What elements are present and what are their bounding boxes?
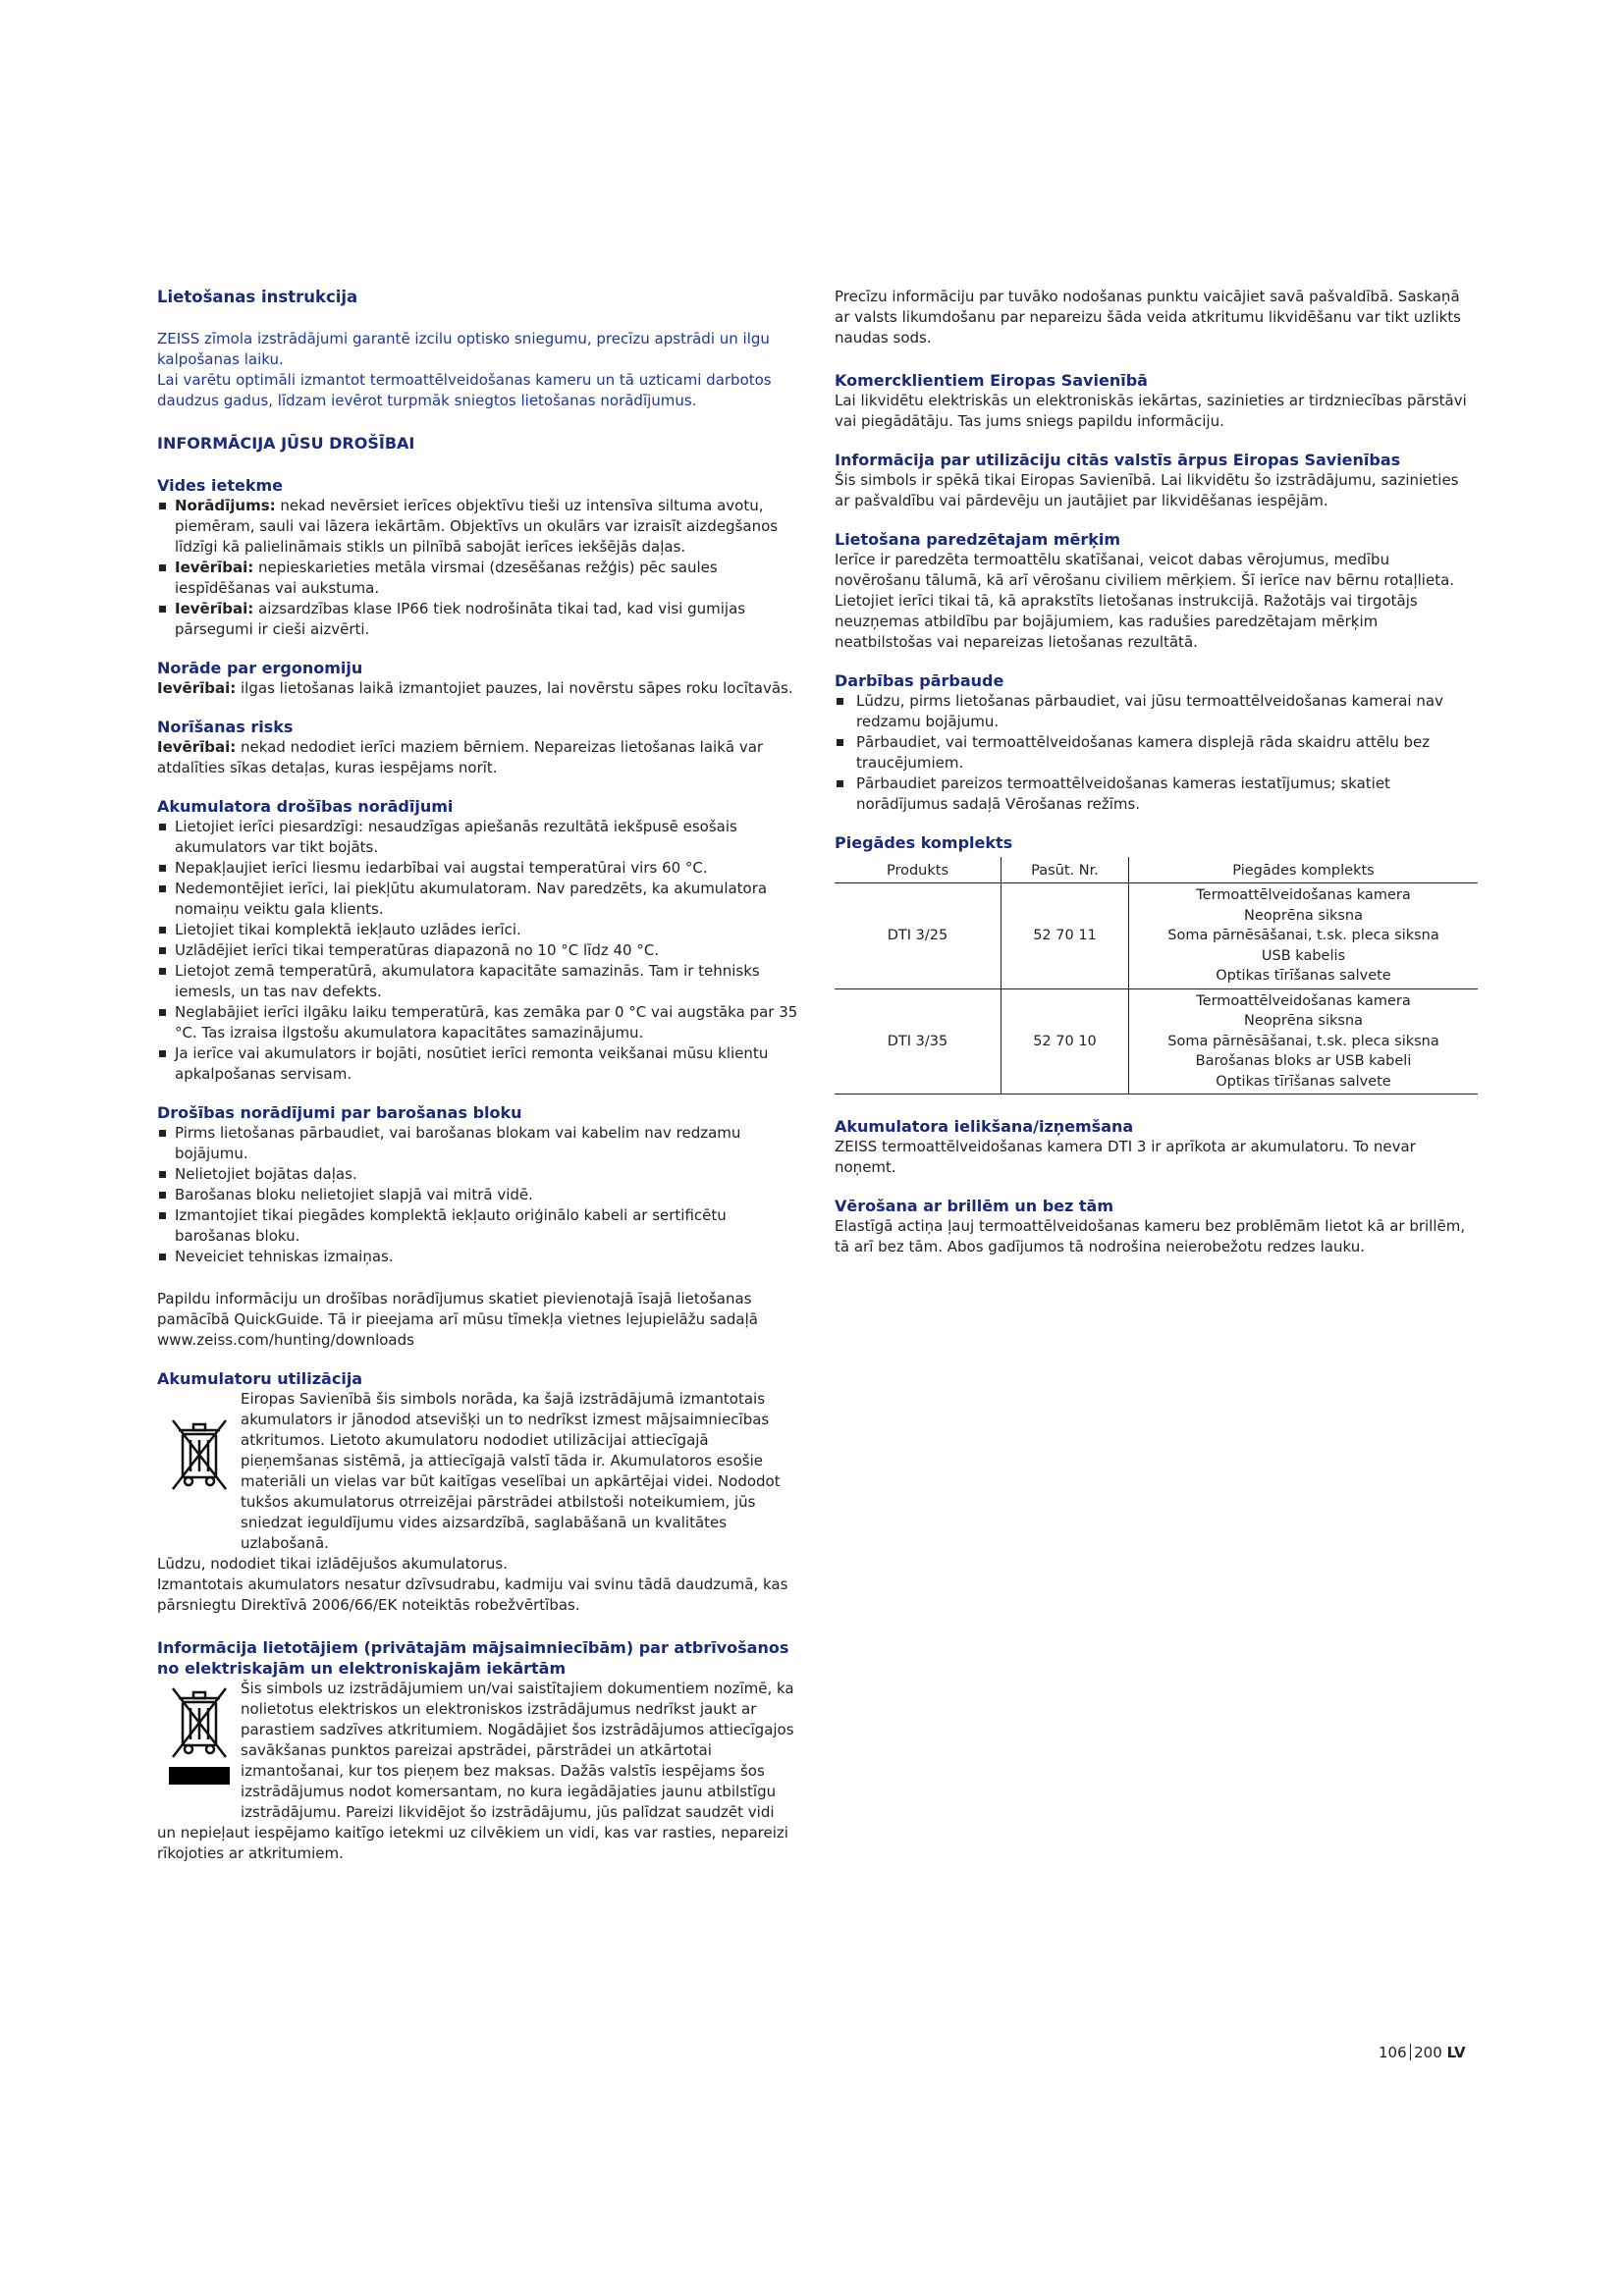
intro-paragraph-1: ZEISS zīmola izstrādājumi garantē izcilu optisko sniegumu, precīzu apstrādi un ilgu kalpošanas laiku. [157, 330, 770, 368]
order-number-cell: 52 70 10 [1001, 988, 1129, 1095]
section-heading: Vērošana ar brillēm un bez tām [835, 1197, 1113, 1215]
section-weee [157, 1637, 800, 1864]
section-outside-eu [835, 450, 1478, 511]
list-item: Nedemontējiet ierīci, lai piekļūtu akumulatoram. Nav paredzēts, ka akumulatora nomaiņu veiktu gala klients. [157, 879, 800, 920]
disposal-text: Eiropas Savienībā šis simbols norāda, ka šajā izstrādājumā izmantotais akumulators ir jānodod atsevišķi un to nedrīkst izmest mājsaimniecības atkritumos. Lietoto akumulatoru nododiet utilizācijai attiecīgajā pieņemšanas sistēmā, ja attiecīgajā valstī tāda ir. Akumulatoros esošie materiāli un vielas var būt kaitīgas veselībai un apkārtējai videi. Nododot tukšos akumulatorus otrreizējai pārstrādei atbilstoši noteikumiem, jūs sniedzat ieguldījumu vides aizsardzībā, saglabāšanā un kvalitātes uzlabošanā. [241, 1390, 781, 1552]
content-item: Neoprēna siksna [1243, 907, 1364, 924]
content-item: USB kabelis [1261, 947, 1346, 964]
section-intended-use [835, 529, 1478, 653]
item-text: nekad nevērsiet ierīces objektīvu tieši uz intensīva siltuma avotu, piemēram, sauli vai lāzera iekārtām. Objektīvs un okulārs var izraisīt aizdegšanos līdzīgi kā palielināmais stikls un pilnībā sabojāt ierīces iekšējās daļas. [175, 497, 779, 556]
section-heading: Akumulatora ielikšana/izņemšana [835, 1117, 1134, 1136]
section-text: Elastīgā actiņa ļauj termoattēlveidošanas kameru bez problēmām lietot kā ar brillēm, tā arī bez tām. Abos gadījumos tā nodrošina neierobežotu redzes lauku. [835, 1217, 1466, 1255]
item-label: Ievērībai: [157, 738, 237, 756]
list-item: Lūdzu, pirms lietošanas pārbaudiet, vai jūsu termoattēlveidošanas kamerai nav redzamu bojājumu. [835, 691, 1478, 732]
list-item: Pārbaudiet pareizos termoattēlveidošanas kameras iestatījumus; skatiet norādījumus sadaļā Vērošanas režīms. [835, 774, 1478, 815]
section-heading: Akumulatoru utilizācija [157, 1369, 363, 1388]
section-glasses [835, 1196, 1478, 1257]
list-item: Lietojiet tikai komplektā iekļauto uzlādes ierīci. [157, 920, 800, 940]
icon-wrap [157, 1679, 241, 1823]
section-collection-info [835, 287, 1478, 348]
section-power-supply [157, 1102, 800, 1267]
section-heading: Informācija par utilizāciju citās valstīs ārpus Eiropas Savienības [835, 451, 1401, 469]
item-text: nekad nedodiet ierīci maziem bērniem. Nepareizas lietošanas laikā var atdalīties sīkas detaļas, kuras iespējams norīt. [157, 738, 764, 776]
list-item: Neveiciet tehniskas izmaiņas. [157, 1247, 800, 1267]
section-heading: Vides ietekme [157, 476, 283, 495]
list-item: Izmantojiet tikai piegādes komplektā iekļauto oriģinālo kabeli ar sertificētu barošanas bloku. [157, 1205, 800, 1247]
page-total: 200 [1414, 2044, 1442, 2061]
list-item: Pārbaudiet, vai termoattēlveidošanas kamera displejā rāda skaidru attēlu bez traucējumiem. [835, 732, 1478, 774]
section-function-check [835, 670, 1478, 815]
section-text [157, 737, 800, 778]
item-text: ilgas lietošanas laikā izmantojiet pauzes, lai novērstu sāpes roku locītavās. [236, 679, 793, 697]
list-item: Nepakļaujiet ierīci liesmu iedarbībai vai augstai temperatūrai virs 60 °C. [157, 858, 800, 879]
language-code: LV [1446, 2044, 1466, 2061]
icon-wrap [157, 1389, 241, 1554]
disposal-block [157, 1389, 800, 1554]
section-text: Lai likvidētu elektriskās un elektroniskās iekārtas, sazinieties ar tirdzniecības pārstāvi vai piegādātāju. Tas jums sniegs papildu informāciju. [835, 392, 1467, 430]
section-delivery [835, 832, 1478, 1095]
delivery-table [835, 857, 1478, 1095]
section-text: ZEISS termoattēlveidošanas kamera DTI 3 ir aprīkota ar akumulatoru. To nevar noņemt. [835, 1138, 1416, 1176]
section-heading: Norāde par ergonomiju [157, 659, 363, 677]
item-label: Ievērībai: [157, 679, 237, 697]
collection-text: Precīzu informāciju par tuvāko nodošanas punktu vaicājiet savā pašvaldībā. Saskaņā ar valsts likumdošanu par nepareizu šāda veida atkritumu likvidēšanu var tikt uzlikts naudas sods. [835, 288, 1461, 347]
bullet-list [157, 817, 800, 1085]
section-heading: Piegādes komplekts [835, 833, 1013, 852]
product-cell: DTI 3/25 [835, 883, 1001, 989]
section-more-info [157, 1289, 800, 1351]
content-item: Optikas tīrīšanas salvete [1216, 968, 1391, 984]
weee-tail: un nepieļaut iespējamo kaitīgo ietekmi uz cilvēkiem un vidi, kas var rasties, nepareizi rīkojoties ar atkritumiem. [157, 1824, 788, 1862]
section-heading: Komercklientiem Eiropas Savienībā [835, 371, 1148, 390]
list-item: Pirms lietošanas pārbaudiet, vai barošanas blokam vai kabelim nav redzamu bojājumu. [157, 1123, 800, 1164]
table-row [835, 988, 1478, 1095]
section-battery-insert [835, 1116, 1478, 1178]
list-item: Uzlādējiet ierīci tikai temperatūras diapazonā no 10 °C līdz 40 °C. [157, 940, 800, 961]
content-item: Soma pārnēsāšanai, t.sk. pleca siksna [1167, 1033, 1439, 1049]
item-text: aizsardzības klase IP66 tiek nodrošināta tikai tad, kad visi gumijas pārsegumi ir cieši aizvērti. [175, 600, 746, 638]
product-cell: DTI 3/35 [835, 988, 1001, 1095]
list-item [157, 496, 800, 558]
bullet-list [157, 1123, 800, 1267]
left-column [157, 287, 800, 1882]
weee-block [157, 1679, 800, 1823]
page-footer [1379, 2044, 1466, 2061]
section-environment [157, 475, 800, 640]
item-label: Ievērībai: [175, 559, 254, 576]
bullet-list [835, 691, 1478, 815]
list-item: Nelietojiet bojātas daļas. [157, 1164, 800, 1185]
list-item: Lietojiet ierīci piesardzīgi: nesaudzīgas apiešanās rezultātā iekšpusē esošais akumulators var tikt bojāts. [157, 817, 800, 858]
manual-title: Lietošanas instrukcija [157, 288, 358, 306]
list-item: Ja ierīce vai akumulators ir bojāti, nosūtiet ierīci remonta veikšanai mūsu klientu apkalpošanas servisam. [157, 1043, 800, 1085]
section-heading: Akumulatora drošības norādījumi [157, 797, 454, 816]
section-commercial [835, 370, 1478, 432]
list-item: Neglabājiet ierīci ilgāku laiku temperatūrā, kas zemāka par 0 °C vai augstāka par 35 °C. Tas izraisa ilgstošu akumulatora kapacitātes samazinājumu. [157, 1002, 800, 1043]
crossed-bin-icon [169, 1684, 230, 1761]
disposal-note-2: Izmantotais akumulators nesatur dzīvsudrabu, kadmiju vai svinu tādā daudzumā, kas pārsniegtu Direktīvā 2006/66/EK noteiktās robežvērtības. [157, 1575, 788, 1614]
column-header: Produkts [835, 857, 1001, 883]
disposal-note-1: Lūdzu, nododiet tikai izlādējušos akumulatorus. [157, 1555, 508, 1573]
divider [1410, 2044, 1412, 2060]
order-number-cell: 52 70 11 [1001, 883, 1129, 989]
contents-cell [1129, 883, 1479, 989]
section-heading: Lietošana paredzētajam mērķim [835, 530, 1121, 549]
crossed-bin-icon [169, 1416, 230, 1493]
content-item: Termoattēlveidošanas kamera [1196, 887, 1411, 903]
content-item: Neoprēna siksna [1243, 1013, 1364, 1029]
section-text: Ierīce ir paredzēta termoattēlu skatīšanai, veicot dabas vērojumus, medību novērošanu tālumā, kā arī vērošanu civiliem mērķiem. Šī ierīce nav bērnu rotaļlieta. Lietojiet ierīci tikai tā, kā aprakstīts lietošanas instrukcijā. Ražotājs vai tirgotājs neuzņemas atbildību par bojājumiem, kas radušies paredzētajam mērķim neatbilstošas vai nepareizas lietošanas rezultātā. [835, 551, 1455, 651]
column-header: Piegādes komplekts [1129, 857, 1479, 883]
item-label: Norādījums: [175, 497, 276, 514]
right-column [835, 287, 1478, 1275]
black-bar-icon [169, 1767, 230, 1785]
content-item: Soma pārnēsāšanai, t.sk. pleca siksna [1167, 928, 1439, 943]
list-item: Barošanas bloku nelietojiet slapjā vai mitrā vidē. [157, 1185, 800, 1205]
item-text: nepieskarieties metāla virsmai (dzesēšanas režģis) pēc saules iespīdēšanas vai aukstuma. [175, 559, 718, 597]
section-heading: Informācija lietotājiem (privātajām mājsaimniecībām) par atbrīvošanos no elektriskajām un elektroniskajām iekārtām [157, 1638, 789, 1678]
section-heading: Darbības pārbaude [835, 671, 1004, 690]
content-item: Termoattēlveidošanas kamera [1196, 992, 1411, 1009]
content-item: Barošanas bloks ar USB kabeli [1195, 1053, 1412, 1069]
more-info-text: Papildu informāciju un drošības norādījumus skatiet pievienotajā īsajā lietošanas pamācībā QuickGuide. Tā ir pieejama arī mūsu tīmekļa vietnes lejupielāžu sadaļā www.zeiss.com/hunting/downloads [157, 1290, 758, 1349]
section-text [157, 678, 800, 699]
section-text: Šis simbols ir spēkā tikai Eiropas Savienībā. Lai likvidētu šo izstrādājumu, sazinieties ar pašvaldību vai pārdevēju un jautājiet par likvidēšanas iespējām. [835, 471, 1459, 509]
column-header: Pasūt. Nr. [1001, 857, 1129, 883]
content-item: Optikas tīrīšanas salvete [1216, 1073, 1391, 1090]
item-label: Ievērībai: [175, 600, 254, 617]
table-header-row [835, 857, 1478, 883]
section-heading: Drošības norādījumi par barošanas bloku [157, 1103, 522, 1122]
page-number: 106 [1379, 2044, 1407, 2061]
section-ergonomics [157, 658, 800, 699]
bullet-list [157, 496, 800, 640]
section-heading: Norīšanas risks [157, 718, 294, 736]
intro-paragraph-2: Lai varētu optimāli izmantot termoattēlveidošanas kameru un tā uzticami darbotos daudzus gadus, līdzam ievērot turpmāk sniegtos lietošanas norādījumus. [157, 371, 772, 409]
table-row [835, 883, 1478, 989]
contents-cell [1129, 988, 1479, 1095]
weee-text: Šis simbols uz izstrādājumiem un/vai saistītajiem dokumentiem nozīmē, ka nolietotus elektriskos un elektroniskos izstrādājumus nedrīkst jaukt ar parastiem sadzīves atkritumiem. Nogādājiet šos izstrādājumos attiecīgajos savākšanas punktos pareizai apstrādei, pārstrādei un atkārtotai izmantošanai, kur tos pieņem bez maksas. Dažās valstīs iespējams šos izstrādājumus nodot komersantam, no kura iegādājaties jaunu atbilstīgu izstrādājumu. Pareizi likvidējot šo izstrādājumu, jūs palīdzat saudzēt vidi [241, 1680, 794, 1821]
safety-heading: INFORMĀCIJA JŪSU DROŠĪBAI [157, 434, 415, 453]
section-battery-safety [157, 796, 800, 1085]
list-item: Lietojot zemā temperatūrā, akumulatora kapacitāte samazinās. Tam ir tehnisks iemesls, un tas nav defekts. [157, 961, 800, 1002]
intro-text [157, 329, 800, 411]
section-battery-disposal [157, 1368, 800, 1616]
list-item [157, 599, 800, 640]
list-item [157, 558, 800, 599]
section-choking-risk [157, 717, 800, 778]
